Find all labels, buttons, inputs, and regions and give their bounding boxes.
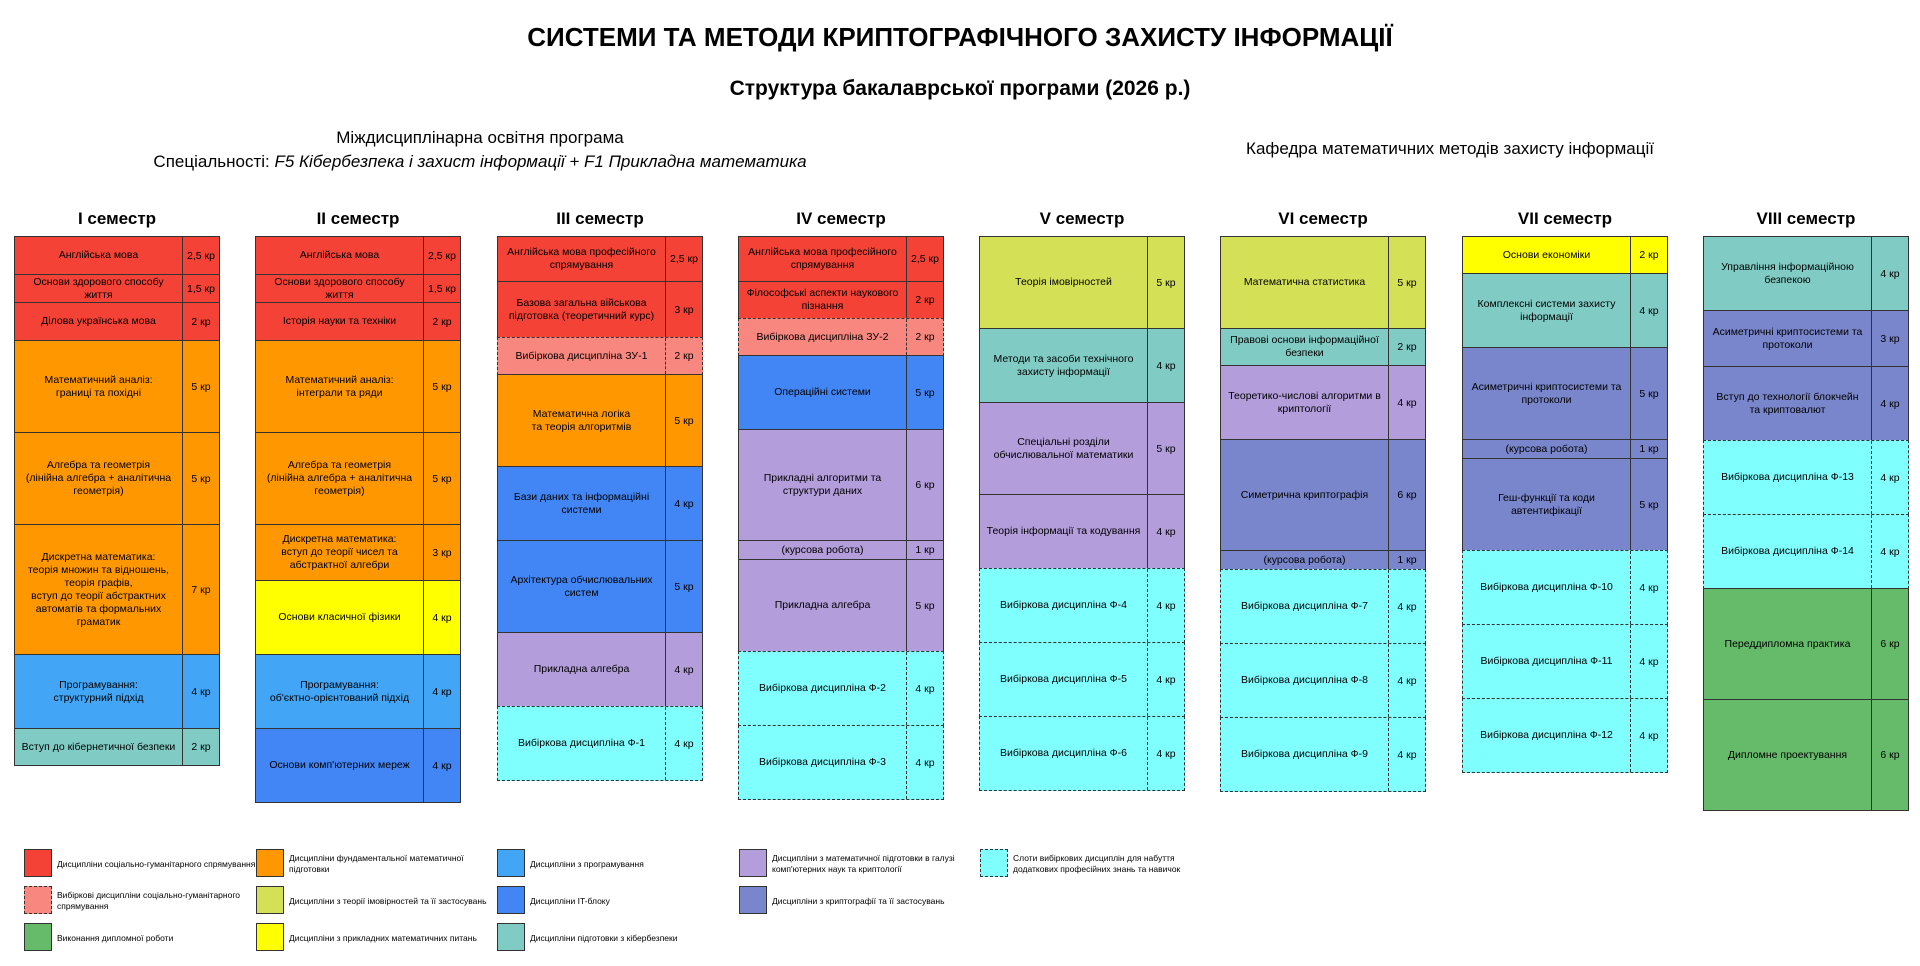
course-block <box>1462 439 1668 459</box>
legend-item <box>497 886 727 916</box>
course-block <box>979 642 1185 717</box>
course-name: Вибіркова дисципліна Ф-2 <box>759 682 886 694</box>
course-block <box>738 651 944 726</box>
course-block <box>497 706 703 781</box>
course-credits: 2,5 кр <box>423 237 460 274</box>
course-credits: 5 кр <box>182 341 219 432</box>
course-name: Методи та засоби технічного захисту інформації <box>993 352 1134 378</box>
course-block <box>1703 699 1909 811</box>
course-credits: 5 кр <box>665 541 702 632</box>
course-credits: 4 кр <box>1388 366 1425 439</box>
course-credits: 2,5 кр <box>665 237 702 281</box>
course-name: Ділова українська мова <box>41 315 156 327</box>
course-credits: 5 кр <box>182 433 219 524</box>
course-name: Операційні системи <box>774 386 871 398</box>
course-credits: 2 кр <box>1630 237 1667 273</box>
course-name: Теорія інформації та кодування <box>986 525 1141 537</box>
course-name: Вибіркова дисципліна Ф-11 <box>1480 655 1613 667</box>
course-name: Математична статистика <box>1243 276 1366 288</box>
course-name: Основи здорового способу життя <box>33 275 164 301</box>
course-name: Спеціальні розділи обчислювальної математики <box>993 435 1134 461</box>
course-credits: 5 кр <box>906 356 943 429</box>
legend-label: Дисципліни фундаментальної математичної підготовки <box>289 853 464 874</box>
course-name: Теоретико-числові алгоритми в криптології <box>1228 389 1381 415</box>
course-block <box>1703 514 1909 589</box>
course-name: Вибіркова дисципліна Ф-6 <box>1000 747 1127 759</box>
legend-swatch <box>980 849 1008 877</box>
legend-swatch <box>497 849 525 877</box>
course-credits: 4 кр <box>1147 329 1184 402</box>
course-block <box>738 236 944 282</box>
legend-label: Вибіркові дисципліни соціально-гуманітарного спрямування <box>57 890 240 911</box>
legend-item <box>256 923 486 953</box>
course-block <box>497 374 703 467</box>
course-credits: 2 кр <box>665 338 702 374</box>
program-info <box>130 126 830 174</box>
course-block <box>1703 236 1909 311</box>
course-name: Вибіркова дисципліна Ф-14 <box>1721 545 1854 557</box>
semester-title: VIII семестр <box>1756 209 1856 228</box>
semester-title: I семестр <box>77 209 157 228</box>
course-block <box>14 302 220 341</box>
course-block <box>1220 569 1426 644</box>
course-credits: 4 кр <box>1630 274 1667 347</box>
course-block <box>1462 458 1668 551</box>
course-block <box>1703 440 1909 515</box>
course-credits: 6 кр <box>1388 440 1425 550</box>
legend-swatch <box>24 886 52 914</box>
course-block <box>979 402 1185 495</box>
legend-item <box>256 849 486 879</box>
legend-label: Слоти вибіркових дисциплін для набуття додаткових професійних знань та навичок <box>1013 853 1181 874</box>
course-name: Вибіркова дисципліна Ф-13 <box>1721 471 1854 483</box>
course-block <box>979 236 1185 329</box>
course-block <box>1220 550 1426 570</box>
course-credits: 5 кр <box>1630 348 1667 439</box>
course-credits: 4 кр <box>423 729 460 802</box>
semester-title: III семестр <box>556 209 644 228</box>
course-block <box>1220 328 1426 366</box>
course-name: (курсова робота) <box>1263 553 1346 566</box>
course-name: Історія науки та техніки <box>282 315 397 327</box>
course-block <box>979 494 1185 569</box>
course-name: Основи здорового способу життя <box>274 275 405 301</box>
course-credits: 2 кр <box>906 319 943 355</box>
course-name: Алгебра та геометрія (лінійна алгебра + аналітична геометрія) <box>25 459 172 497</box>
course-block <box>1462 273 1668 348</box>
course-credits: 4 кр <box>1871 515 1908 588</box>
course-name: Вибіркова дисципліна Ф-8 <box>1241 674 1368 686</box>
course-credits: 5 кр <box>423 433 460 524</box>
course-name: Математична логіка та теорія алгоритмів <box>531 407 632 433</box>
course-block <box>738 540 944 560</box>
legend-item <box>24 849 254 879</box>
course-credits: 4 кр <box>1388 718 1425 791</box>
course-block <box>1220 365 1426 440</box>
course-block <box>255 340 461 433</box>
course-credits: 4 кр <box>182 655 219 728</box>
course-credits: 4 кр <box>1147 717 1184 790</box>
course-credits: 1 кр <box>906 541 943 559</box>
department-name: Кафедра математичних методів захисту інформації <box>1246 139 1654 158</box>
course-name: Англійська мова <box>58 249 139 261</box>
course-name: Прикладна алгебра <box>533 663 630 675</box>
course-name: Вибіркова дисципліна Ф-7 <box>1241 600 1368 612</box>
course-name: Вибіркова дисципліна Ф-10 <box>1480 581 1613 593</box>
course-name: Бази даних та інформаційні системи <box>513 490 650 516</box>
course-block <box>497 632 703 707</box>
course-name: (курсова робота) <box>1505 442 1588 455</box>
course-block <box>14 432 220 525</box>
specialties-list: F5 Кібербезпека і захист інформації + F1 Прикладна математика <box>274 152 807 171</box>
semester-title: VI семестр <box>1278 209 1368 228</box>
course-block <box>738 318 944 356</box>
course-credits: 3 кр <box>1871 311 1908 366</box>
course-block <box>255 654 461 729</box>
semester-title: VII семестр <box>1517 209 1613 228</box>
course-credits: 2 кр <box>182 729 219 765</box>
course-credits: 3 кр <box>665 282 702 337</box>
course-name: Вибіркова дисципліна Ф-5 <box>1000 673 1127 685</box>
course-name: Алгебра та геометрія (лінійна алгебра + аналітична геометрія) <box>266 459 413 497</box>
course-block <box>1220 439 1426 551</box>
course-name: Дипломне проектування <box>1727 748 1848 761</box>
course-block <box>497 540 703 633</box>
course-block <box>255 302 461 341</box>
legend-label: Дисципліни соціально-гуманітарного спрямування <box>57 858 256 869</box>
legend-label: Дисципліни з теорії імовірностей та її застосувань <box>289 895 487 906</box>
course-block <box>255 432 461 525</box>
course-name: Правові основи інформаційної безпеки <box>1230 334 1379 359</box>
course-block <box>255 580 461 655</box>
course-credits: 5 кр <box>906 560 943 651</box>
program-name: Міждисциплінарна освітня програма <box>336 128 624 147</box>
course-credits: 4 кр <box>1630 625 1667 698</box>
course-block <box>979 716 1185 791</box>
course-credits: 4 кр <box>1871 441 1908 514</box>
course-block <box>497 466 703 541</box>
course-block <box>1462 550 1668 625</box>
course-credits: 1,5 кр <box>182 275 219 302</box>
course-name: Дискретна математика: теорія множин та відношень, теорія графів, вступ до теорії абстрактних автоматів та формальних граматик <box>27 550 170 628</box>
course-block <box>255 274 461 303</box>
course-block <box>255 236 461 275</box>
course-block <box>738 355 944 430</box>
course-credits: 4 кр <box>1630 699 1667 772</box>
legend-item <box>739 886 969 916</box>
course-credits: 4 кр <box>1388 644 1425 717</box>
course-block <box>497 236 703 282</box>
course-credits: 2 кр <box>906 282 943 318</box>
course-credits: 5 кр <box>1388 237 1425 328</box>
course-name: Асиметричні криптосистеми та протоколи <box>1471 380 1622 406</box>
course-name: Програмування: об'єктно-орієнтований підхід <box>269 678 410 704</box>
legend-swatch <box>497 886 525 914</box>
course-block <box>738 281 944 319</box>
legend-label: Виконання дипломної роботи <box>57 932 174 943</box>
course-credits: 4 кр <box>906 726 943 799</box>
legend-swatch <box>24 849 52 877</box>
course-block <box>255 524 461 581</box>
course-block <box>979 568 1185 643</box>
course-block <box>14 274 220 303</box>
course-credits: 7 кр <box>182 525 219 654</box>
legend-swatch <box>256 923 284 951</box>
course-credits: 2 кр <box>1388 329 1425 365</box>
course-credits: 4 кр <box>1871 237 1908 310</box>
course-name: Філософські аспекти наукового пізнання <box>746 287 899 312</box>
course-block <box>1220 236 1426 329</box>
legend-label: Дисципліни підготовки з кібербезпеки <box>530 932 678 943</box>
course-credits: 4 кр <box>1871 367 1908 440</box>
course-block <box>14 728 220 766</box>
course-credits: 1 кр <box>1630 440 1667 458</box>
course-name: Вибіркова дисципліна Ф-4 <box>1000 599 1127 611</box>
semester-title: II семестр <box>316 209 400 228</box>
course-name: Асиметричні криптосистеми та протоколи <box>1712 325 1863 351</box>
course-name: Математичний аналіз: границі та похідні <box>44 373 153 399</box>
course-credits: 4 кр <box>665 633 702 706</box>
legend-item <box>739 849 969 879</box>
program-specialties <box>130 150 830 174</box>
course-block <box>1220 717 1426 792</box>
course-name: Математичний аналіз: інтеграли та ряди <box>285 373 394 399</box>
course-block <box>14 340 220 433</box>
course-credits: 4 кр <box>1147 569 1184 642</box>
course-name: (курсова робота) <box>781 543 864 556</box>
course-block <box>255 728 461 803</box>
course-name: Дискретна математика: вступ до теорії чисел та абстрактної алгебри <box>281 533 398 571</box>
course-name: Англійська мова професійного спрямування <box>507 246 656 271</box>
course-name: Вибіркова дисципліна ЗУ-2 <box>756 330 889 343</box>
legend-item <box>980 849 1210 879</box>
legend-label: Дисципліни з криптографії та її застосувань <box>772 895 945 906</box>
course-name: Вибіркова дисципліна ЗУ-1 <box>515 349 648 362</box>
course-block <box>14 236 220 275</box>
course-name: Програмування: структурний підхід <box>53 678 144 704</box>
specialties-prefix: Спеціальності: <box>153 152 275 171</box>
course-block <box>1703 366 1909 441</box>
course-credits: 5 кр <box>423 341 460 432</box>
course-name: Базова загальна військова підготовка (теоретичний курс) <box>508 296 655 322</box>
course-block <box>1703 588 1909 700</box>
course-name: Англійська мова професійного спрямування <box>748 246 897 271</box>
course-block <box>497 337 703 375</box>
course-credits: 2,5 кр <box>906 237 943 281</box>
legend-swatch <box>739 849 767 877</box>
course-block <box>1462 698 1668 773</box>
course-block <box>1462 624 1668 699</box>
course-block <box>738 559 944 652</box>
course-block <box>1703 310 1909 367</box>
course-name: Вступ до кібернетичної безпеки <box>21 740 176 753</box>
course-block <box>14 524 220 655</box>
course-credits: 3 кр <box>423 525 460 580</box>
course-block <box>1462 347 1668 440</box>
course-name: Основи комп'ютерних мереж <box>269 759 410 771</box>
course-credits: 4 кр <box>423 581 460 654</box>
course-credits: 5 кр <box>1630 459 1667 550</box>
course-name: Англійська мова <box>299 249 380 261</box>
legend-item <box>24 923 254 953</box>
page-subtitle: Структура бакалаврської програми (2026 р.) <box>729 77 1191 100</box>
legend-item <box>497 923 727 953</box>
course-credits: 6 кр <box>906 430 943 540</box>
legend-item <box>497 849 727 879</box>
legend-item <box>24 886 254 916</box>
course-credits: 4 кр <box>1147 495 1184 568</box>
legend-swatch <box>497 923 525 951</box>
course-name: Вибіркова дисципліна Ф-12 <box>1480 729 1613 741</box>
legend-label: Дисципліни з прикладних математичних питань <box>289 932 477 943</box>
course-name: Вибіркова дисципліна Ф-9 <box>1241 748 1368 760</box>
course-name: Основи економіки <box>1502 248 1591 261</box>
semester-title: IV семестр <box>796 209 886 228</box>
course-credits: 4 кр <box>665 707 702 780</box>
course-name: Симетрична криптографія <box>1240 488 1369 501</box>
course-block <box>14 654 220 729</box>
course-block <box>738 429 944 541</box>
course-credits: 1,5 кр <box>423 275 460 302</box>
course-credits: 5 кр <box>1147 237 1184 328</box>
course-credits: 4 кр <box>906 652 943 725</box>
course-credits: 4 кр <box>1147 643 1184 716</box>
course-name: Основи класичної фізики <box>278 611 401 623</box>
legend-swatch <box>256 849 284 877</box>
course-name: Вибіркова дисципліна Ф-3 <box>759 756 886 768</box>
course-name: Геш-функції та коди автентифікації <box>1498 491 1595 517</box>
course-name: Архітектура обчислювальних систем <box>510 573 653 599</box>
course-name: Вступ до технології блокчейн та криптовалют <box>1716 390 1859 416</box>
course-credits: 2 кр <box>423 303 460 340</box>
course-block <box>1462 236 1668 274</box>
legend-label: Дисципліни з математичної підготовки в галузі комп'ютерних наук та криптології <box>772 853 955 874</box>
course-credits: 4 кр <box>1630 551 1667 624</box>
course-name: Управління інформаційною безпекою <box>1721 260 1854 286</box>
page-title: СИСТЕМИ ТА МЕТОДИ КРИПТОГРАФІЧНОГО ЗАХИСТУ ІНФОРМАЦІЇ <box>527 22 1393 52</box>
course-name: Переддипломна практика <box>1724 637 1851 650</box>
course-credits: 2,5 кр <box>182 237 219 274</box>
legend-swatch <box>24 923 52 951</box>
course-credits: 2 кр <box>182 303 219 340</box>
course-credits: 4 кр <box>665 467 702 540</box>
course-block <box>497 281 703 338</box>
course-block <box>738 725 944 800</box>
course-name: Теорія імовірностей <box>1015 276 1112 288</box>
course-credits: 1 кр <box>1388 551 1425 569</box>
course-credits: 5 кр <box>1147 403 1184 494</box>
legend-label: Дисципліни з програмування <box>530 858 644 869</box>
course-block <box>979 328 1185 403</box>
course-credits: 4 кр <box>1388 570 1425 643</box>
course-credits: 6 кр <box>1871 589 1908 699</box>
legend-item <box>256 886 486 916</box>
legend-swatch <box>256 886 284 914</box>
semester-title: V семестр <box>1039 209 1125 228</box>
course-credits: 4 кр <box>423 655 460 728</box>
course-credits: 6 кр <box>1871 700 1908 810</box>
course-name: Комплексні системи захисту інформації <box>1477 297 1616 323</box>
legend-swatch <box>739 886 767 914</box>
legend-label: Дисципліни IT-блоку <box>530 895 610 906</box>
course-block <box>1220 643 1426 718</box>
course-name: Вибіркова дисципліна Ф-1 <box>518 737 645 749</box>
course-name: Прикладні алгоритми та структури даних <box>763 472 882 497</box>
course-credits: 5 кр <box>665 375 702 466</box>
course-name: Прикладна алгебра <box>774 599 871 611</box>
